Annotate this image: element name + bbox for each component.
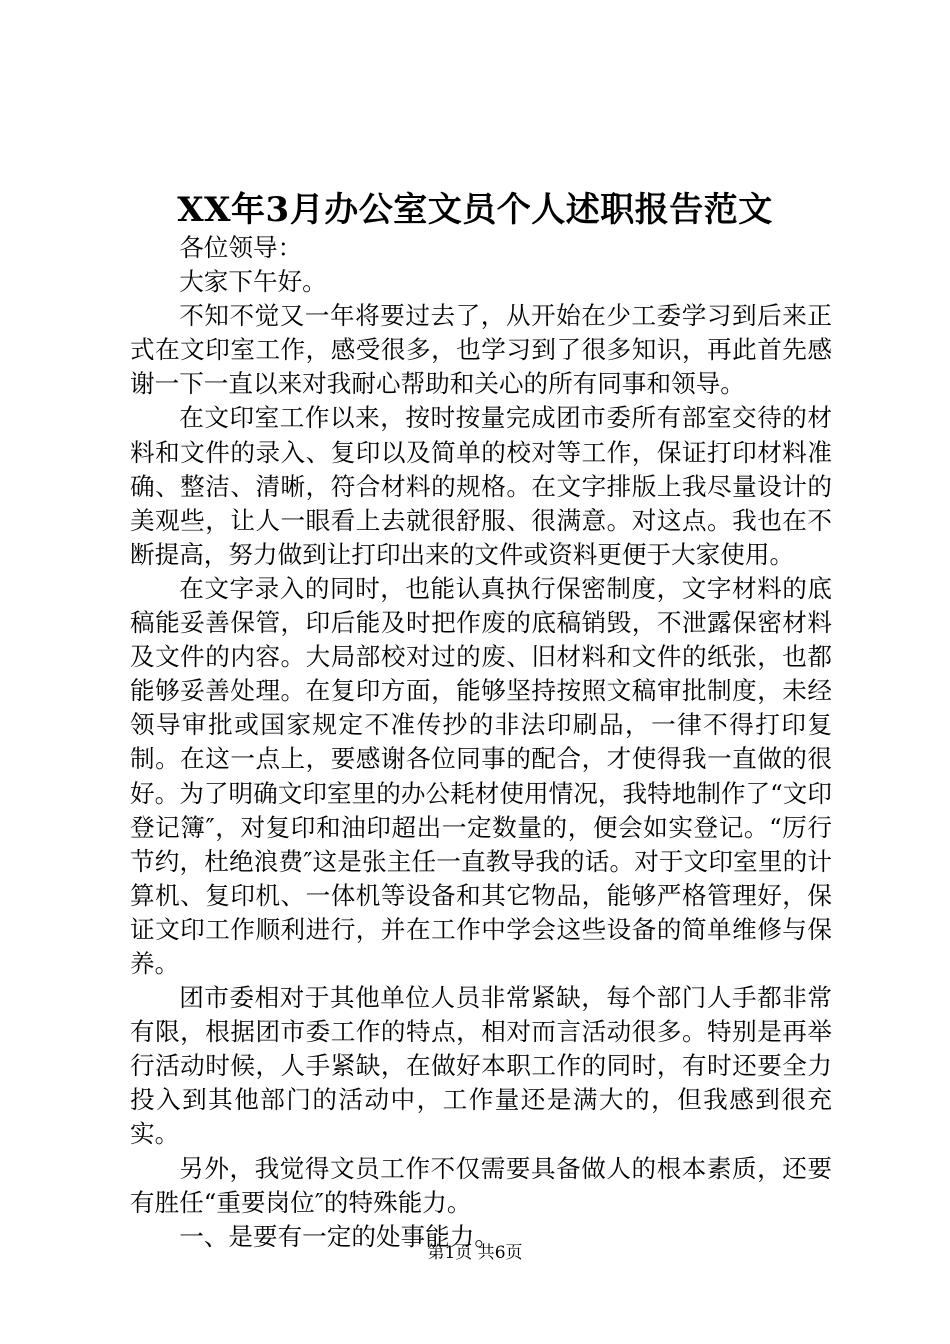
greeting: 大家下午好。 xyxy=(179,267,327,297)
paragraph-point-one: 一、是要有一定的处事能力。 xyxy=(179,1221,499,1251)
document-title: XX年3月办公室文员个人述职报告范文 xyxy=(177,190,773,230)
paragraph-staffing: 团市委相对于其他单位人员非常紧缺，每个部门人手都非常有限，根据团市委工作的特点，相对而言活动很多。特别是再举行活动时候，人手紧缺，在做好本职工作的同时，有时还要全力投入到其他部门的活动中，工作量还是满大的，但我感到很充实。 xyxy=(130,983,832,1149)
paragraph-work: 在文印室工作以来，按时按量完成团市委所有部室交待的材料和文件的录入、复印以及简单的校对等工作，保证打印材料准确、整洁、清晰，符合材料的规格。在文字排版上我尽量设计的美观些，让人一眼看上去就很舒服、很满意。对这点。我也在不断提高，努力做到让打印出来的文件或资料更便于大家使用。 xyxy=(130,403,832,569)
document-body xyxy=(130,231,832,1254)
page-footer: 第1页 共6页 xyxy=(427,1243,523,1263)
paragraph-confidentiality: 在文字录入的同时，也能认真执行保密制度，文字材料的底稿能妥善保管，印后能及时把作废的底稿销毁，不泄露保密材料及文件的内容。大局部校对过的废、旧材料和文件的纸张，也都能够妥善处理。在复印方面，能够坚持按照文稿审批制度，未经领导审批或国家规定不准传抄的非法印刷品，一律不得打印复制。在这一点上，要感谢各位同事的配合，才使得我一直做的很好。为了明确文印室里的办公耗材使用情况，我特地制作了“文印登记簿″，对复印和油印超出一定数量的，便会如实登记。“厉行节约，杜绝浪费″这是张主任一直教导我的话。对于文印室里的计算机、复印机、一体机等设备和其它物品，能够严格管理好，保证文印工作顺利进行，并在工作中学会这些设备的简单维修与保养。 xyxy=(130,573,832,978)
paragraph-intro: 不知不觉又一年将要过去了，从开始在少工委学习到后来正式在文印室工作，感受很多，也学习到了很多知识，再此首先感谢一下一直以来对我耐心帮助和关心的所有同事和领导。 xyxy=(130,301,832,399)
salutation: 各位领导： xyxy=(179,233,303,262)
paragraph-abilities: 另外，我觉得文员工作不仅需要具备做人的根本素质，还要有胜任“重要岗位″的特殊能力。 xyxy=(130,1153,832,1217)
